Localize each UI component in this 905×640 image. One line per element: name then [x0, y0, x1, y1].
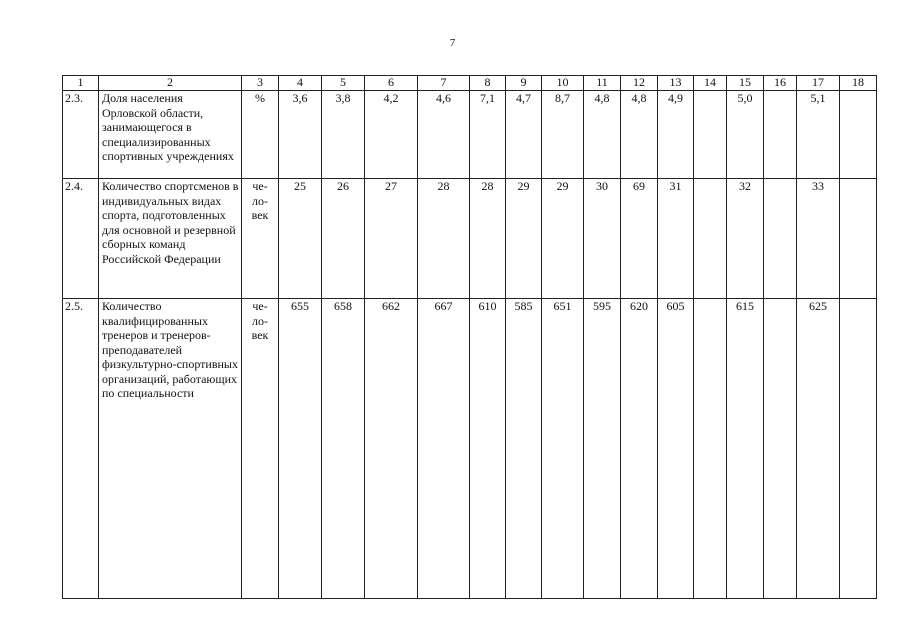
- column-header: 3: [242, 76, 279, 91]
- value-cell: [694, 299, 727, 599]
- column-header: 16: [764, 76, 797, 91]
- value-cell: 8,7: [542, 91, 584, 179]
- value-cell: 69: [621, 179, 658, 299]
- value-cell: 610: [470, 299, 506, 599]
- value-cell: [694, 91, 727, 179]
- unit-text-line: век: [251, 208, 269, 222]
- column-header: 6: [365, 76, 418, 91]
- value-cell: 667: [418, 299, 470, 599]
- value-cell: 615: [727, 299, 764, 599]
- value-cell: 29: [542, 179, 584, 299]
- value-cell: 655: [279, 299, 322, 599]
- value-cell: 3,6: [279, 91, 322, 179]
- column-header: 17: [797, 76, 840, 91]
- table-row: [63, 91, 877, 179]
- value-cell: [840, 299, 877, 599]
- value-cell: 4,9: [658, 91, 694, 179]
- column-header: 4: [279, 76, 322, 91]
- indicator-name: Количество квалифицированных тренеров и тренеров-преподавателей физкультурно-спортивных организаций, работающих по специальности: [99, 299, 242, 599]
- table-row: [63, 179, 877, 299]
- column-header: 13: [658, 76, 694, 91]
- unit-text-line: ло-: [252, 313, 268, 328]
- value-cell: 4,8: [621, 91, 658, 179]
- value-cell: 5,1: [797, 91, 840, 179]
- data-table: [62, 75, 877, 599]
- value-cell: [694, 179, 727, 299]
- value-cell: 28: [418, 179, 470, 299]
- page-number: 7: [449, 37, 456, 49]
- value-cell: [764, 299, 797, 599]
- value-cell: 25: [279, 179, 322, 299]
- column-header: 8: [470, 76, 506, 91]
- unit-text-line: ло-: [252, 193, 268, 208]
- value-cell: 26: [322, 179, 365, 299]
- value-cell: 30: [584, 179, 621, 299]
- column-header: 11: [584, 76, 621, 91]
- column-header: 18: [840, 76, 877, 91]
- column-header: 10: [542, 76, 584, 91]
- unit-cell: [242, 179, 279, 299]
- unit-cell: [242, 299, 279, 599]
- value-cell: [840, 179, 877, 299]
- value-cell: [764, 179, 797, 299]
- value-cell: 651: [542, 299, 584, 599]
- value-cell: 4,6: [418, 91, 470, 179]
- value-cell: 29: [506, 179, 542, 299]
- header-row: [63, 76, 877, 91]
- value-cell: 4,2: [365, 91, 418, 179]
- value-cell: [840, 91, 877, 179]
- value-cell: 662: [365, 299, 418, 599]
- column-header: 1: [63, 76, 99, 91]
- indicator-name: Доля населения Орловской области, занимающегося в специализированных спортивных учреждениях: [99, 91, 242, 179]
- column-header: 2: [99, 76, 242, 91]
- column-header: 7: [418, 76, 470, 91]
- value-cell: 605: [658, 299, 694, 599]
- value-cell: 625: [797, 299, 840, 599]
- row-index: 2.5.: [63, 299, 99, 599]
- value-cell: 3,8: [322, 91, 365, 179]
- value-cell: 658: [322, 299, 365, 599]
- unit-text-line: че-: [252, 179, 268, 193]
- value-cell: 620: [621, 299, 658, 599]
- column-header: 14: [694, 76, 727, 91]
- value-cell: 585: [506, 299, 542, 599]
- indicator-name: Количество спортсменов в индивидуальных видах спорта, подготовленных для основной и резервной сборных команд Российской Федерации: [99, 179, 242, 299]
- column-header: 9: [506, 76, 542, 91]
- row-index: 2.4.: [63, 179, 99, 299]
- unit-cell: %: [242, 91, 279, 179]
- value-cell: 33: [797, 179, 840, 299]
- value-cell: 595: [584, 299, 621, 599]
- value-cell: 32: [727, 179, 764, 299]
- table-row: [63, 299, 877, 599]
- value-cell: 7,1: [470, 91, 506, 179]
- row-index: 2.3.: [63, 91, 99, 179]
- value-cell: 31: [658, 179, 694, 299]
- value-cell: 5,0: [727, 91, 764, 179]
- value-cell: [764, 91, 797, 179]
- unit-text-line: че-: [252, 299, 268, 313]
- column-header: 5: [322, 76, 365, 91]
- column-header: 12: [621, 76, 658, 91]
- value-cell: 27: [365, 179, 418, 299]
- value-cell: 4,7: [506, 91, 542, 179]
- unit-text-line: век: [251, 328, 269, 342]
- column-header: 15: [727, 76, 764, 91]
- value-cell: 4,8: [584, 91, 621, 179]
- value-cell: 28: [470, 179, 506, 299]
